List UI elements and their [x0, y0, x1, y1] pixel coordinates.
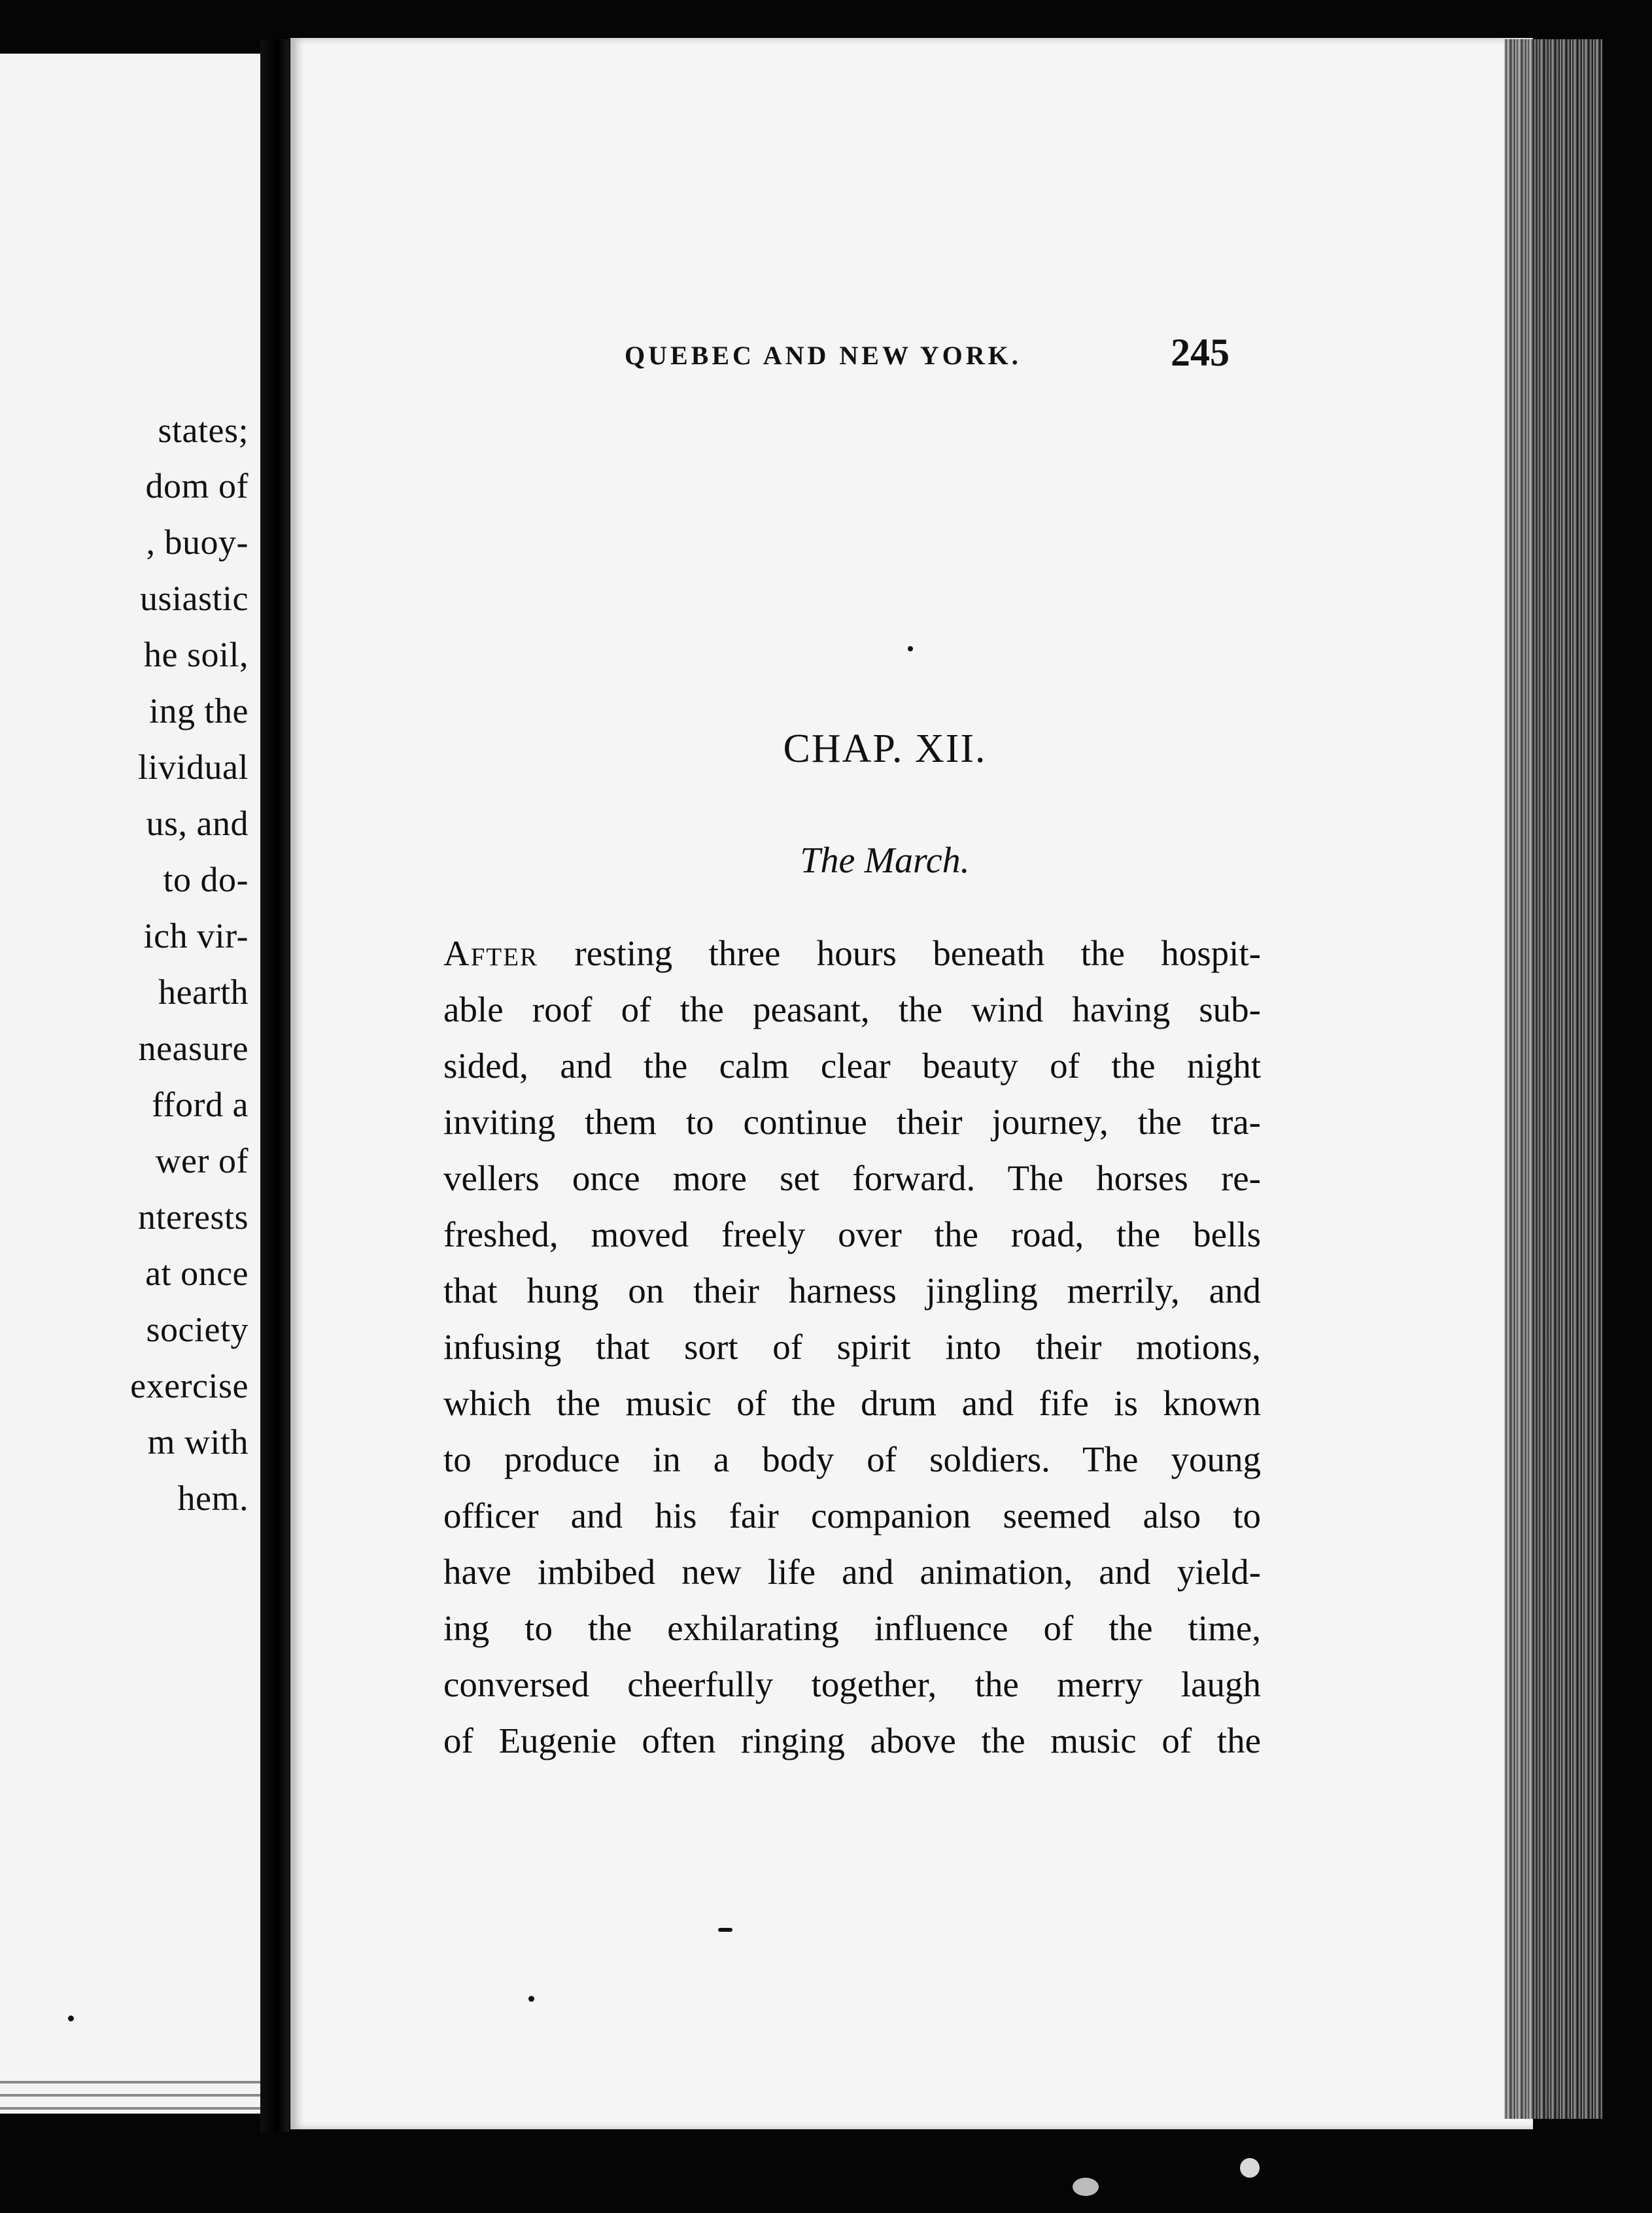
- left-page-line: exercise: [130, 1366, 249, 1405]
- dust-speck: [908, 646, 913, 651]
- left-page-line: , buoy-: [146, 523, 249, 562]
- body-line: which the music of the drum and fife is known: [443, 1383, 1261, 1423]
- body-line: able roof of the peasant, the wind having sub-: [443, 989, 1261, 1029]
- left-facing-page: [0, 54, 264, 2114]
- body-line: vellers once more set forward. The horses re-: [443, 1158, 1261, 1198]
- left-page-line: wer of: [155, 1141, 249, 1180]
- left-page-line: lividual: [138, 747, 249, 787]
- left-page-line: m with: [147, 1422, 249, 1462]
- left-page-line: to do-: [163, 860, 249, 899]
- body-line: sided, and the calm clear beauty of the night: [443, 1046, 1261, 1086]
- chapter-subtitle: The March.: [800, 840, 970, 881]
- left-page-line: at once: [145, 1254, 249, 1293]
- dust-mark: [1240, 2158, 1260, 2178]
- dust-speck: [528, 1996, 534, 2002]
- left-page-line: states;: [158, 411, 249, 450]
- body-line: of Eugenie often ringing above the music of the: [443, 1721, 1261, 1760]
- page-stack-edge: [0, 2107, 260, 2110]
- left-page-line: neasure: [138, 1029, 249, 1068]
- left-page-line: he soil,: [144, 635, 249, 674]
- left-page-line: us, and: [146, 804, 249, 843]
- binding-gutter: [260, 39, 289, 2132]
- left-page-line: dom of: [145, 466, 249, 506]
- body-line: conversed cheerfully together, the merry laugh: [443, 1664, 1261, 1704]
- page-number: 245: [1171, 331, 1230, 374]
- body-line: ing to the exhilarating influence of the time,: [443, 1608, 1261, 1648]
- page-fore-edge: [1504, 39, 1602, 2119]
- body-line: inviting them to continue their journey, the tra-: [443, 1102, 1261, 1142]
- drop-word: After: [443, 933, 539, 973]
- left-page-line: hem.: [177, 1479, 249, 1518]
- body-line: that hung on their harness jingling merrily, and: [443, 1271, 1261, 1311]
- chapter-title: CHAP. XII.: [783, 727, 987, 771]
- dust-speck: [68, 2016, 74, 2021]
- running-head: QUEBEC AND NEW YORK.: [625, 341, 1022, 370]
- page-stack-edge: [0, 2081, 260, 2084]
- body-line-text: resting three hours beneath the hospit-: [538, 933, 1261, 973]
- left-page-line: ing the: [149, 691, 249, 730]
- left-page-line: hearth: [158, 972, 249, 1012]
- body-line: infusing that sort of spirit into their motions,: [443, 1327, 1261, 1367]
- left-page-line: nterests: [138, 1197, 249, 1237]
- body-line: officer and his fair companion seemed also to: [443, 1496, 1261, 1535]
- dust-mark: [718, 1928, 732, 1932]
- page-stack-edge: [0, 2094, 260, 2097]
- left-page-line: society: [146, 1310, 249, 1349]
- body-line: have imbibed new life and animation, and yield-: [443, 1552, 1261, 1592]
- dust-mark: [1073, 2178, 1099, 2196]
- body-line: [443, 932, 1261, 975]
- left-page-line: fford a: [152, 1085, 249, 1124]
- left-page-line: ich vir-: [143, 916, 249, 955]
- body-line: to produce in a body of soldiers. The young: [443, 1439, 1261, 1479]
- body-line: freshed, moved freely over the road, the bells: [443, 1214, 1261, 1254]
- left-page-line: usiastic: [140, 579, 249, 618]
